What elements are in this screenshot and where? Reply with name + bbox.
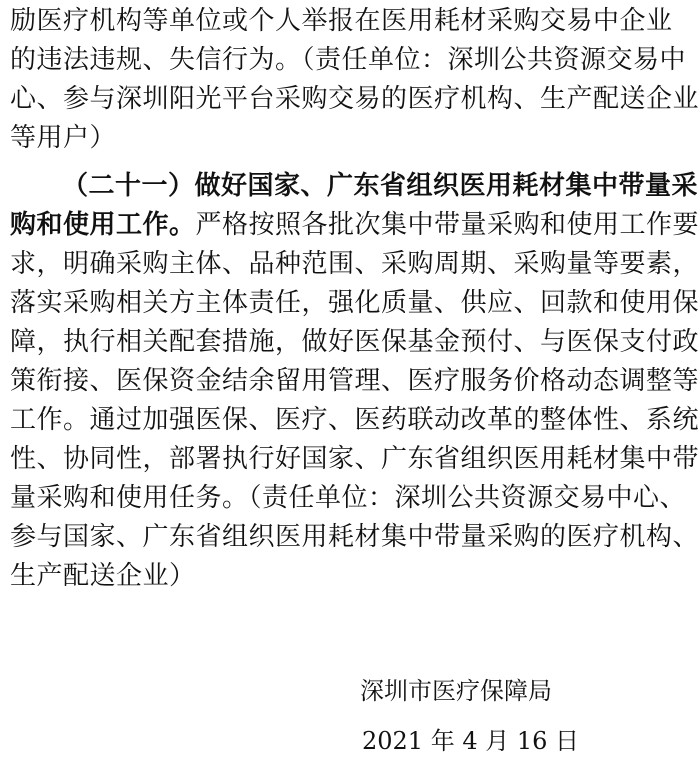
text-line: 求，明确采购主体、品种范围、采购周期、采购量等要素，: [10, 249, 699, 279]
text-line: 性、协同性，部署执行好国家、广东省组织医用耗材集中带: [10, 444, 699, 474]
text-line: 的违法违规、失信行为。（责任单位：深圳公共资源交易中: [10, 45, 687, 75]
signature-date: 2021 年 4 月 16 日: [362, 727, 580, 755]
text-line: 工作。通过加强医保、医疗、医药联动改革的整体性、系统: [10, 405, 699, 435]
text-line: 量采购和使用任务。（责任单位：深圳公共资源交易中心、: [10, 483, 687, 513]
text-line: 落实采购相关方主体责任，强化质量、供应、回款和使用保: [10, 288, 699, 318]
section-heading: （二十一）做好国家、广东省组织医用耗材集中带量采: [62, 171, 699, 201]
signature-org: 深圳市医疗保障局: [360, 677, 552, 705]
text-line: 参与国家、广东省组织医用耗材集中带量采购的医疗机构、: [10, 522, 699, 552]
section-heading-tail: 购和使用工作。: [10, 210, 196, 240]
text-line: 励医疗机构等单位或个人举报在医用耗材采购交易中企业: [10, 6, 673, 36]
text-line: 生产配送企业）: [10, 561, 196, 591]
text-line: 等用户）: [10, 123, 117, 153]
heading-continuation-line: [10, 208, 699, 242]
text-line: 策衔接、医保资金结余留用管理、医疗服务价格动态调整等: [10, 366, 699, 396]
text-line: 障，执行相关配套措施，做好医保基金预付、与医保支付政: [10, 327, 699, 357]
text-line: 心、参与深圳阳光平台采购交易的医疗机构、生产配送企业: [10, 84, 699, 114]
body-text-start: 严格按照各批次集中带量采购和使用工作要: [195, 210, 699, 240]
